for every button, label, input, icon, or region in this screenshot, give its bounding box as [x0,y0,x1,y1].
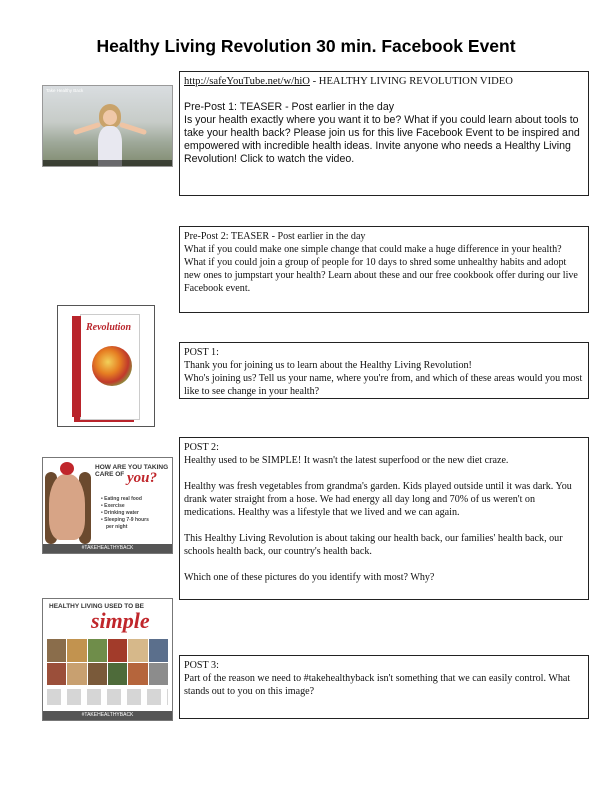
photo-tile [47,639,66,662]
simple-heading: HEALTHY LIVING USED TO BE [49,603,144,610]
take-care-line2: CARE OF [95,471,125,478]
post2-heading: POST 2: [184,442,219,453]
simple-hashtag: #TAKEHEALTHYBACK [43,711,172,720]
photo-tile [149,663,168,686]
take-care-hashtag: #TAKEHEALTHYBACK [43,544,172,553]
take-care-line1: HOW ARE YOU TAKING [95,464,169,471]
post2-paragraph: This Healthy Living Revolution is about taking our health back, our families' health back, our schools health back, our country's health back. [184,533,563,557]
post3-body: Part of the reason we need to #takehealthyback isn't something that we can easily control. What stands out to you on this image? [184,673,571,697]
prepost1-heading: Pre-Post 1: TEASER - Post earlier in the day [184,101,395,113]
page-title: Healthy Living Revolution 30 min. Facebook Event [96,36,516,56]
take-care-item: • Eating real food [101,496,142,502]
prepost2-body: What if you could make one simple change that could make a huge difference in your health? What if you could join a group of people for 10 days to shred some unhealthy habits and adopt new ones to jumpstart your health? Learn about these and our free cookbook offer during our live Facebook event. [184,244,578,294]
video-link-suffix: - HEALTHY LIVING REVOLUTION VIDEO [309,76,513,87]
prepost2-heading: Pre-Post 2: TEASER - Post earlier in the day [184,231,366,242]
photo-grid [47,639,168,685]
photo-tile [108,639,127,662]
video-link[interactable]: http://safeYouTube.net/w/hiO [184,76,310,87]
simple-word: simple [91,608,150,633]
photo-tile [149,639,168,662]
photo-tile [67,639,86,662]
post2-paragraph: Healthy was fresh vegetables from grandma's garden. Kids played outside until it was dark. You drank water straight from a hose. We had energy all day long and 70% of us weren't on medications. Healthy was a lifestyle that we lived and we can again. [184,481,572,518]
cookbook-image [57,305,155,427]
prepost1-box [179,71,589,196]
take-care-item: per night [106,524,128,530]
post2-box [179,437,589,600]
food-plate-icon [92,346,132,386]
take-care-image [42,457,173,554]
simple-image [42,598,173,721]
post1-body: Thank you for joining us to learn about the Healthy Living Revolution! Who's joining us? Tell us your name, where you're from, and which of these areas would you most like to see change in your health? [184,360,583,397]
photo-tile [128,639,147,662]
post2-paragraph: Healthy used to be SIMPLE! It wasn't the latest superfood or the new diet craze. [184,455,509,466]
post1-box [179,342,589,399]
cookbook-title: Revolution [86,322,132,333]
photo-tile [88,663,107,686]
take-care-item: • Exercise [101,503,125,509]
photo-tile [67,663,86,686]
photo-tile [88,639,107,662]
take-care-item: • Sleeping 7-9 hours [101,517,149,523]
post3-box [179,655,589,719]
photo-tile [108,663,127,686]
video-caption: Take Healthy Back [46,88,84,93]
take-care-item: • Drinking water [101,510,139,516]
post3-heading: POST 3: [184,660,219,671]
photo-tile [128,663,147,686]
prepost1-body: Is your health exactly where you want it to be? What if you could learn about tools to take your health back? Please join us for this live Facebook Event to be inspired and empowered with incredible health ideas. Invite anyone who needs a Healthy Living Revolution! Click to watch the video. [184,114,580,165]
photo-tile [47,663,66,686]
post2-paragraph: Which one of these pictures do you identify with most? Why? [184,572,435,583]
video-thumbnail[interactable] [42,85,173,167]
prepost2-box [179,226,589,313]
take-care-you: you? [127,470,157,486]
post1-heading: POST 1: [184,347,219,358]
photo-captions [47,689,168,705]
video-controls-bar[interactable] [43,160,172,166]
apple-icon [60,462,74,475]
